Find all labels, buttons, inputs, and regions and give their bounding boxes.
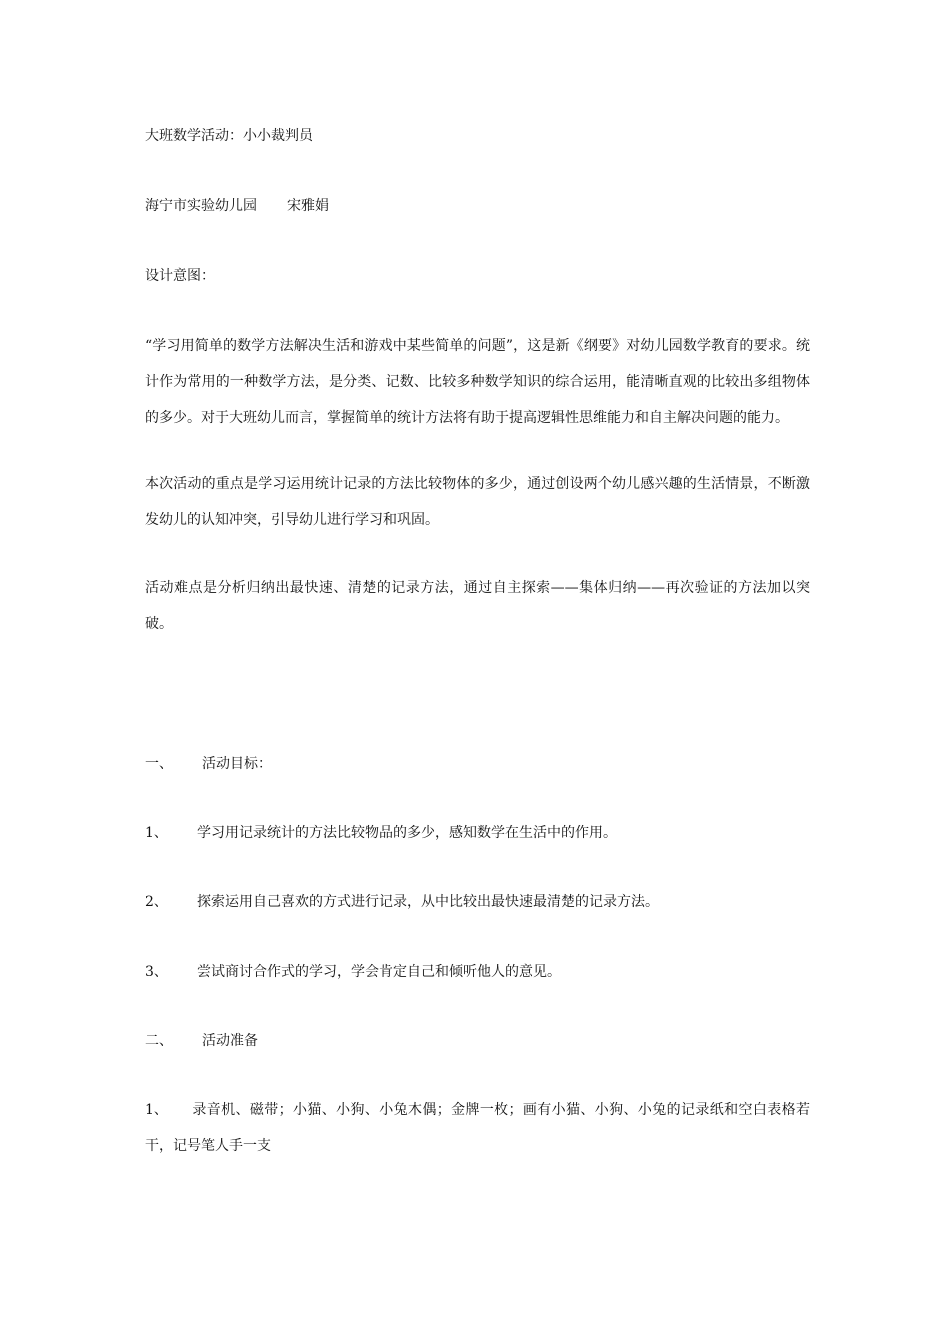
goal-item-3-number: 3、 — [145, 964, 168, 980]
section-1-title: 活动目标： — [202, 756, 272, 772]
goal-item-1-text: 学习用记录统计的方法比较物品的多少，感知数学在生活中的作用。 — [197, 825, 617, 841]
section-1-number: 一、 — [145, 756, 173, 772]
section-2-number: 二、 — [145, 1033, 173, 1049]
document-title: 大班数学活动：小小裁判员 — [145, 128, 313, 144]
design-intent-heading: 设计意图： — [145, 268, 215, 284]
goal-item-1 — [145, 823, 810, 843]
goal-item-2-text: 探索运用自己喜欢的方式进行记录，从中比较出最快速最清楚的记录方法。 — [197, 894, 659, 910]
goal-item-2 — [145, 892, 810, 912]
goal-item-1-number: 1、 — [145, 825, 168, 841]
prep-item-1-text: 录音机、磁带；小猫、小狗、小兔木偶；金牌一枚；画有小猫、小狗、小兔的记录纸和空白表格若干，记号笔人手一支 — [145, 1102, 810, 1154]
design-intent-paragraph-2: 本次活动的重点是学习运用统计记录的方法比较物体的多少，通过创设两个幼儿感兴趣的生活情景，不断激发幼儿的认知冲突，引导幼儿进行学习和巩固。 — [145, 476, 810, 528]
section-1-heading — [145, 754, 810, 774]
goal-item-2-number: 2、 — [145, 894, 168, 910]
design-intent-paragraph-1: “学习用简单的数学方法解决生活和游戏中某些简单的问题”，这是新《纲要》对幼儿园数学教育的要求。统计作为常用的一种数学方法，是分类、记数、比较多种数学知识的综合运用，能清晰直观的比较出多组物体的多少。对于大班幼儿而言，掌握简单的统计方法将有助于提高逻辑性思维能力和自主解决问题的能力。 — [145, 338, 810, 426]
design-intent-paragraph-3: 活动难点是分析归纳出最快速、清楚的记录方法，通过自主探索——集体归纳——再次验证的方法加以突破。 — [145, 580, 810, 632]
byline — [145, 196, 810, 216]
goal-item-3 — [145, 962, 810, 982]
prep-item-1 — [145, 1092, 810, 1164]
prep-item-1-number: 1、 — [145, 1102, 168, 1118]
school-name: 海宁市实验幼儿园 — [145, 198, 257, 214]
section-2-heading — [145, 1031, 810, 1051]
section-2-title: 活动准备 — [202, 1033, 258, 1049]
goal-item-3-text: 尝试商讨合作式的学习，学会肯定自己和倾听他人的意见。 — [197, 964, 561, 980]
author-name: 宋雅娟 — [287, 198, 329, 214]
